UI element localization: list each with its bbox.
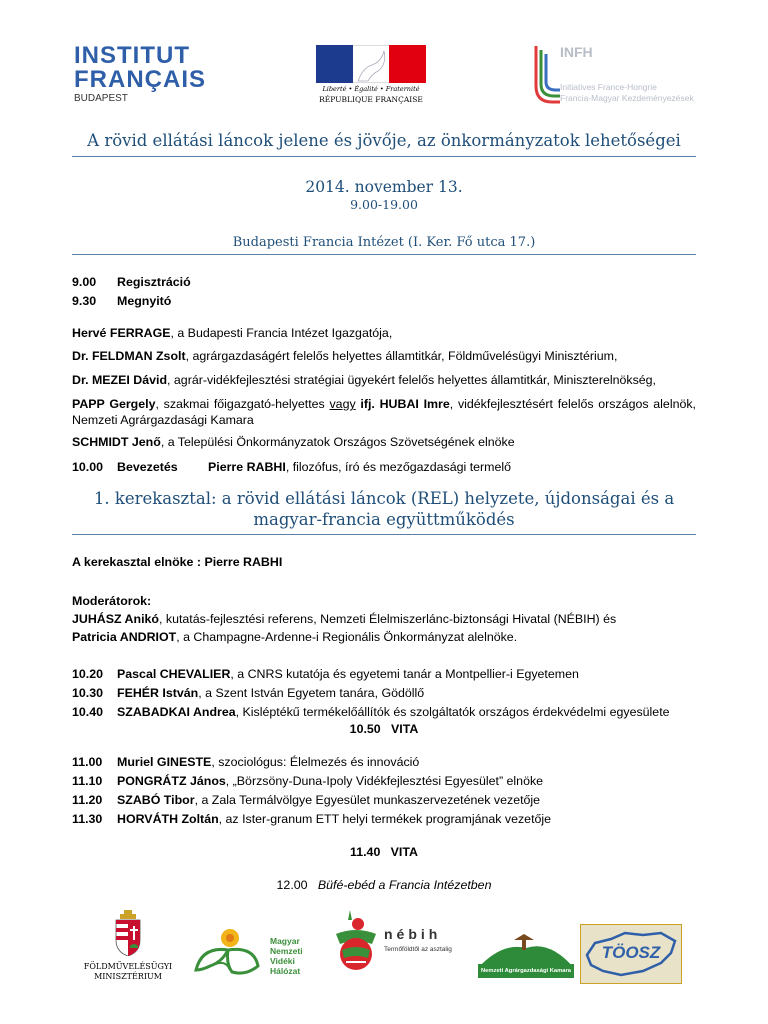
fm-logo — [80, 910, 176, 986]
session-line — [72, 773, 696, 789]
speaker-or: vagy — [329, 397, 356, 411]
speaker-name: Dr. FELDMAN Zsolt — [72, 349, 186, 363]
intro-name: Pierre RABHI — [208, 460, 286, 474]
mnvh-line2: Nemzeti — [270, 946, 303, 956]
session-line — [72, 792, 696, 808]
moderator-line — [72, 611, 696, 627]
speaker-line — [72, 372, 696, 388]
institut-logo-line2: FRANÇAIS — [74, 66, 206, 93]
mnvh-line3: Vidéki — [270, 956, 295, 966]
session-speaker: Pascal CHEVALIER — [117, 667, 231, 681]
nebih-logo — [332, 910, 462, 980]
roundtable-chair: A kerekasztal elnöke : Pierre RABHI — [72, 555, 283, 569]
venue-divider — [72, 254, 696, 255]
fm-line2: MINISZTÉRIUM — [94, 972, 162, 981]
session-speaker: PONGRÁTZ János — [117, 774, 226, 788]
session-role: , a Zala Termálvölgye Egyesület munkaszervezetének vezetője — [194, 793, 541, 807]
program-label: Regisztráció — [117, 275, 191, 289]
speaker-role-alt: , vidékfejlesztésért felelős országos alelnök, Nemzeti Agrárgazdasági Kamara — [72, 397, 696, 427]
speaker-line — [72, 434, 696, 450]
lunch-text: Büfé-ebéd a Francia Intézetben — [317, 878, 492, 892]
infh-line1: Initiatives France-Hongrie — [560, 82, 657, 92]
nak-landscape-icon — [478, 932, 574, 968]
event-hours: 9.00-19.00 — [350, 197, 418, 212]
intro-line — [72, 459, 696, 475]
program-time: 9.00 — [72, 275, 97, 289]
mnvh-line1: Magyar — [270, 936, 300, 946]
session-line — [72, 666, 696, 682]
session-speaker: SZABÓ Tibor — [117, 793, 195, 807]
institut-logo-line3: BUDAPEST — [74, 93, 128, 104]
moderator-role: , kutatás-fejlesztési referens, Nemzeti Élelmiszerlánc-biztonsági Hivatal (NÉBIH) és — [158, 612, 617, 626]
roundtable-divider — [72, 534, 696, 535]
nebih-name: nébih — [384, 926, 442, 942]
nak-logo — [478, 932, 574, 982]
moderators-label: Moderátorok: — [72, 594, 152, 608]
nak-name: Nemzeti Agrárgazdasági Kamara — [478, 964, 574, 978]
program-item — [72, 293, 696, 309]
speaker-line — [72, 325, 696, 341]
session-time: 10.30 — [72, 686, 104, 700]
session-speaker: FEHÉR István — [117, 686, 199, 700]
roundtable-title: 1. kerekasztal: a rövid ellátási láncok (REL) helyzete, újdonságai és a magyar-francia együttműködés — [93, 489, 675, 529]
speaker-role: , a Budapesti Francia Intézet Igazgatója, — [170, 326, 393, 340]
program-label: Megnyitó — [117, 294, 172, 308]
republique-motto: Liberté • Égalité • Fraternité — [322, 85, 420, 93]
infh-swoosh-icon — [530, 42, 562, 106]
infh-name: INFH — [560, 44, 593, 60]
infh-logo — [530, 42, 700, 110]
moderator-line — [72, 629, 696, 645]
program-item — [72, 274, 696, 290]
session-line — [72, 754, 696, 770]
session-line — [72, 704, 696, 720]
speaker-name-alt: ifj. HUBAI Imre — [360, 397, 450, 411]
session-role: , „Börzsöny-Duna-Ipoly Vidékfejlesztési Egyesület” elnöke — [225, 774, 544, 788]
moderator-role: , a Champagne-Ardenne-i Regionális Önkormányzat alelnöke. — [176, 630, 518, 644]
nebih-tagline: Termőföldtől az asztalig — [384, 946, 452, 953]
event-venue: Budapesti Francia Intézet (I. Ker. Fő utca 17.) — [232, 235, 536, 250]
fm-line1: FÖLDMŰVELÉSÜGYI — [83, 962, 173, 971]
republique-name: RÉPUBLIQUE FRANÇAISE — [319, 95, 423, 104]
toosz-name: TÖOSZ — [601, 943, 661, 962]
speaker-role: , a Települési Önkormányzatok Országos Szövetségének elnöke — [160, 435, 515, 449]
republique-francaise-logo — [316, 45, 426, 109]
toosz-logo — [580, 924, 682, 984]
institut-francais-logo — [74, 44, 204, 108]
session-role: , a Szent István Egyetem tanára, Gödöllő — [198, 686, 425, 700]
session-time: 11.20 — [72, 793, 103, 807]
speaker-role: , agrárgazdaságért felelős helyettes államtitkár, Földművelésügyi Minisztérium, — [185, 349, 618, 363]
session-time: 11.30 — [72, 812, 103, 826]
speaker-name: PAPP Gergely — [72, 397, 156, 411]
session-speaker: HORVÁTH Zoltán — [117, 812, 219, 826]
institut-logo-line1: INSTITUT — [74, 42, 190, 69]
speaker-name: Dr. MEZEI Dávid — [72, 373, 168, 387]
session-time: 11.00 — [72, 755, 103, 769]
lunch-line — [72, 877, 696, 893]
speaker-line — [72, 348, 696, 364]
session-speaker: Muriel GINESTE — [117, 755, 212, 769]
page-title: A rövid ellátási láncok jelene és jövője, az önkormányzatok lehetőségei — [87, 131, 681, 150]
session-role: , a CNRS kutatója és egyetemi tanár a Montpellier-i Egyetemen — [230, 667, 579, 681]
session-time: 10.40 — [72, 705, 104, 719]
lunch-time: 12.00 — [276, 878, 308, 892]
intro-label: Bevezetés — [117, 460, 178, 474]
mnvh-logo — [192, 926, 314, 982]
session-time: 10.20 — [72, 667, 104, 681]
speaker-role: , agrár-vidékfejlesztési stratégiai ügyekért felelős helyettes államtitkár, Miniszterelnökség, — [167, 373, 656, 387]
program-time: 9.30 — [72, 294, 97, 308]
session-role: , az Ister-granum ETT helyi termékek programjának vezetője — [218, 812, 552, 826]
session-time: 11.10 — [72, 774, 103, 788]
infh-line2: Francia-Magyar Kezdeményezések — [560, 93, 694, 103]
mnvh-line4: Hálózat — [270, 966, 301, 976]
session-role: , szociológus: Élelmezés és innováció — [211, 755, 420, 769]
discussion-label: 10.50 VITA — [349, 722, 419, 736]
session-role: , Kisléptékű termékelőállítók és szolgáltatók országos érdekvédelmi egyesülete — [235, 705, 670, 719]
moderator-name: JUHÁSZ Anikó — [72, 612, 159, 626]
discussion-label: 11.40 VITA — [350, 845, 418, 859]
intro-role: , filozófus, író és mezőgazdasági termelő — [285, 460, 512, 474]
marianne-profile-icon — [352, 45, 392, 83]
intro-time: 10.00 — [72, 460, 104, 474]
event-date: 2014. november 13. — [305, 178, 463, 196]
speaker-line — [72, 396, 696, 428]
session-line — [72, 811, 696, 827]
hungarian-coat-of-arms-icon — [113, 910, 143, 956]
moderator-name: Patricia ANDRIOT — [72, 630, 177, 644]
speaker-name: Hervé FERRAGE — [72, 326, 171, 340]
tricolor-flag — [316, 45, 426, 83]
title-divider — [72, 156, 696, 157]
nebih-emblem-icon — [332, 910, 380, 974]
speaker-name: SCHMIDT Jenő — [72, 435, 161, 449]
session-line — [72, 685, 696, 701]
session-speaker: SZABADKAI Andrea — [117, 705, 236, 719]
speaker-role: , szakmai főigazgató-helyettes — [155, 397, 330, 411]
mnvh-flower-icon — [192, 926, 264, 982]
